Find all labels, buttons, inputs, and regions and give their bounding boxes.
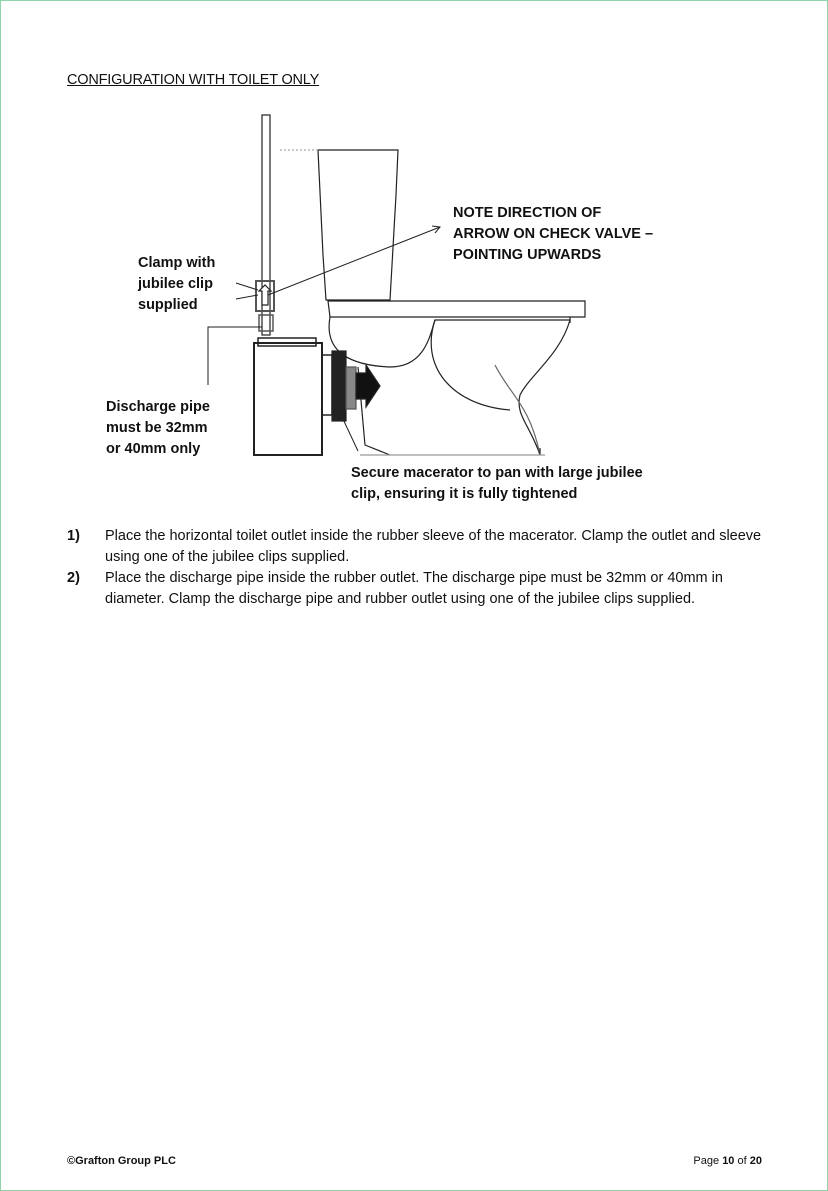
page-total: 20 (749, 1155, 762, 1167)
instruction-steps (67, 526, 767, 610)
rubber-sleeve (332, 351, 346, 421)
flow-arrow (356, 365, 380, 407)
toilet-seat (328, 301, 585, 317)
step-text: Place the discharge pipe inside the rubber outlet. The discharge pipe must be 32mm or 40mm in diameter. Clamp the discharge pipe and rubber outlet using one of the jubilee clips supplied. (105, 570, 723, 607)
discharge-pipe-label: Discharge pipe must be 32mm or 40mm only (106, 399, 210, 457)
step-item (67, 568, 767, 610)
step-number: 2) (67, 570, 80, 586)
page-number (693, 1155, 762, 1167)
clamp-label: Clamp with jubilee clip supplied (138, 255, 216, 313)
note-direction-label: NOTE DIRECTION OF ARROW ON CHECK VALVE – POINTING UPWARDS (453, 205, 654, 263)
footer-copyright: ©Grafton Group PLC (67, 1155, 176, 1167)
step-item (67, 526, 767, 568)
step-text: Place the horizontal toilet outlet inside the rubber sleeve of the macerator. Clamp the outlet and sleeve using one of the jubilee clips supplied. (105, 528, 762, 565)
installation-diagram (90, 105, 710, 515)
macerator-unit (254, 343, 322, 455)
cistern (318, 150, 398, 300)
secure-macerator-label: Secure macerator to pan with large jubilee clip, ensuring it is fully tightened (351, 465, 643, 502)
note-leader-line (268, 227, 440, 295)
page-title: CONFIGURATION WITH TOILET ONLY (67, 72, 320, 88)
page-of: of (737, 1155, 747, 1167)
page-prefix: Page (693, 1155, 720, 1167)
page-current: 10 (722, 1155, 735, 1167)
secure-leader-line (342, 417, 358, 451)
step-number: 1) (67, 528, 80, 544)
